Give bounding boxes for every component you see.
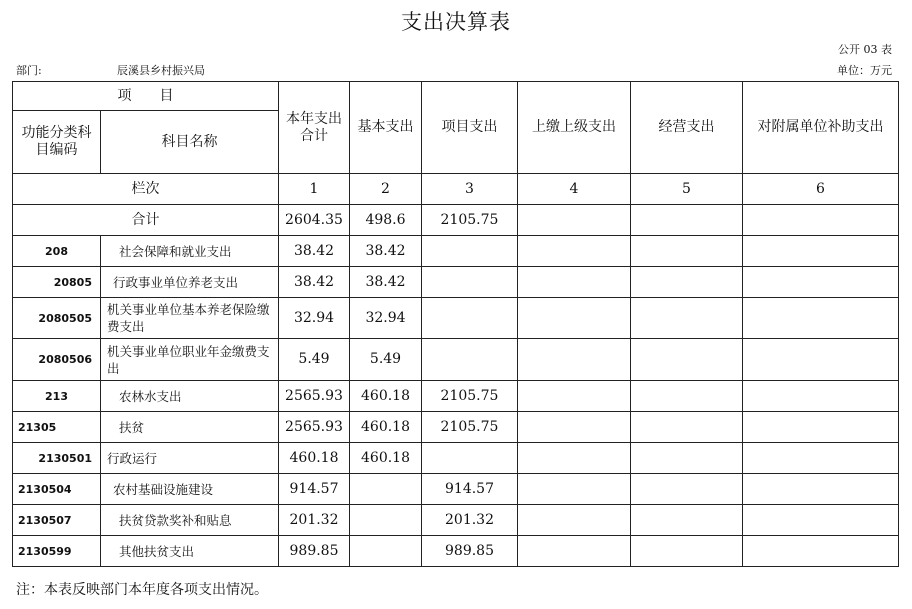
value-cell: 38.42 bbox=[279, 267, 350, 298]
value-cell: 989.85 bbox=[422, 536, 518, 567]
name-cell: 社会保障和就业支出 bbox=[101, 236, 279, 267]
value-cell bbox=[743, 536, 899, 567]
value-cell bbox=[743, 298, 899, 339]
name-cell: 机关事业单位职业年金缴费支出 bbox=[101, 339, 279, 381]
value-cell: 38.42 bbox=[279, 236, 350, 267]
value-cell: 2565.93 bbox=[279, 381, 350, 412]
form-number: 公开 03 表 bbox=[838, 43, 892, 56]
name-cell: 扶贫贷款奖补和贴息 bbox=[101, 505, 279, 536]
value-cell: 914.57 bbox=[279, 474, 350, 505]
name-cell: 其他扶贫支出 bbox=[101, 536, 279, 567]
value-cell bbox=[422, 339, 518, 381]
value-cell: 2565.93 bbox=[279, 412, 350, 443]
header-col-basic: 基本支出 bbox=[350, 82, 422, 174]
footnote: 注：本表反映部门本年度各项支出情况。 bbox=[16, 582, 268, 598]
code-cell: 2130507 bbox=[13, 505, 101, 536]
value-cell: 2105.75 bbox=[422, 205, 518, 236]
page-title: 支出决算表 bbox=[401, 10, 511, 34]
code-cell: 213 bbox=[13, 381, 101, 412]
value-cell bbox=[743, 474, 899, 505]
table-row bbox=[13, 443, 899, 474]
value-cell bbox=[518, 339, 631, 381]
name-cell: 农村基础设施建设 bbox=[101, 474, 279, 505]
value-cell: 201.32 bbox=[422, 505, 518, 536]
value-cell bbox=[518, 443, 631, 474]
value-cell: 460.18 bbox=[279, 443, 350, 474]
seq-number: 6 bbox=[743, 174, 899, 205]
code-cell: 2130501 bbox=[13, 443, 101, 474]
value-cell bbox=[518, 205, 631, 236]
value-cell bbox=[743, 205, 899, 236]
seq-number: 4 bbox=[518, 174, 631, 205]
seq-number: 5 bbox=[631, 174, 743, 205]
value-cell bbox=[422, 443, 518, 474]
value-cell bbox=[518, 298, 631, 339]
table-row bbox=[13, 536, 899, 567]
value-cell bbox=[422, 298, 518, 339]
value-cell: 201.32 bbox=[279, 505, 350, 536]
code-cell: 208 bbox=[13, 236, 101, 267]
expenditure-table bbox=[12, 81, 899, 567]
header-code: 功能分类科目编码 bbox=[13, 111, 101, 174]
seq-number: 3 bbox=[422, 174, 518, 205]
code-cell: 2080506 bbox=[13, 339, 101, 381]
value-cell bbox=[350, 474, 422, 505]
value-cell bbox=[743, 267, 899, 298]
value-cell bbox=[631, 298, 743, 339]
value-cell bbox=[743, 505, 899, 536]
department-label: 部门: bbox=[16, 64, 42, 77]
value-cell bbox=[631, 505, 743, 536]
value-cell: 914.57 bbox=[422, 474, 518, 505]
value-cell bbox=[518, 236, 631, 267]
total-label: 合计 bbox=[13, 205, 279, 236]
value-cell bbox=[631, 474, 743, 505]
name-cell: 机关事业单位基本养老保险缴费支出 bbox=[101, 298, 279, 339]
seq-number: 1 bbox=[279, 174, 350, 205]
value-cell bbox=[631, 381, 743, 412]
name-cell: 行政事业单位养老支出 bbox=[101, 267, 279, 298]
value-cell bbox=[518, 267, 631, 298]
value-cell bbox=[631, 339, 743, 381]
header-col-total: 本年支出合计 bbox=[279, 82, 350, 174]
value-cell bbox=[350, 505, 422, 536]
value-cell: 5.49 bbox=[279, 339, 350, 381]
name-cell: 扶贫 bbox=[101, 412, 279, 443]
code-cell: 21305 bbox=[13, 412, 101, 443]
value-cell: 460.18 bbox=[350, 412, 422, 443]
value-cell bbox=[631, 236, 743, 267]
header-name: 科目名称 bbox=[101, 111, 279, 174]
table-row bbox=[13, 267, 899, 298]
value-cell bbox=[518, 474, 631, 505]
value-cell bbox=[631, 267, 743, 298]
value-cell bbox=[743, 412, 899, 443]
value-cell: 2604.35 bbox=[279, 205, 350, 236]
code-cell: 2130599 bbox=[13, 536, 101, 567]
table-row bbox=[13, 298, 899, 339]
header-item: 项 目 bbox=[13, 82, 279, 111]
value-cell: 32.94 bbox=[279, 298, 350, 339]
department-name: 辰溪县乡村振兴局 bbox=[117, 64, 205, 77]
value-cell bbox=[631, 412, 743, 443]
code-cell: 20805 bbox=[13, 267, 101, 298]
table-row bbox=[13, 474, 899, 505]
value-cell bbox=[518, 412, 631, 443]
value-cell: 5.49 bbox=[350, 339, 422, 381]
value-cell: 498.6 bbox=[350, 205, 422, 236]
total-row bbox=[13, 205, 899, 236]
value-cell bbox=[743, 236, 899, 267]
value-cell: 2105.75 bbox=[422, 412, 518, 443]
value-cell bbox=[518, 381, 631, 412]
unit-label: 单位：万元 bbox=[837, 64, 892, 77]
header-col-business: 经营支出 bbox=[631, 82, 743, 174]
value-cell bbox=[422, 267, 518, 298]
seq-number: 2 bbox=[350, 174, 422, 205]
value-cell: 32.94 bbox=[350, 298, 422, 339]
value-cell: 38.42 bbox=[350, 236, 422, 267]
value-cell: 460.18 bbox=[350, 443, 422, 474]
value-cell bbox=[743, 339, 899, 381]
value-cell bbox=[743, 443, 899, 474]
value-cell: 989.85 bbox=[279, 536, 350, 567]
value-cell bbox=[518, 536, 631, 567]
table-row bbox=[13, 412, 899, 443]
code-cell: 2130504 bbox=[13, 474, 101, 505]
value-cell bbox=[422, 236, 518, 267]
table-row bbox=[13, 505, 899, 536]
value-cell bbox=[518, 505, 631, 536]
value-cell bbox=[631, 205, 743, 236]
header-col-project: 项目支出 bbox=[422, 82, 518, 174]
table-row bbox=[13, 236, 899, 267]
header-col-remit: 上缴上级支出 bbox=[518, 82, 631, 174]
value-cell bbox=[743, 381, 899, 412]
name-cell: 农林水支出 bbox=[101, 381, 279, 412]
seq-label: 栏次 bbox=[13, 174, 279, 205]
value-cell bbox=[631, 536, 743, 567]
value-cell: 2105.75 bbox=[422, 381, 518, 412]
header-col-subsidy: 对附属单位补助支出 bbox=[743, 82, 899, 174]
value-cell bbox=[350, 536, 422, 567]
code-cell: 2080505 bbox=[13, 298, 101, 339]
name-cell: 行政运行 bbox=[101, 443, 279, 474]
value-cell: 38.42 bbox=[350, 267, 422, 298]
table-row bbox=[13, 381, 899, 412]
table-row bbox=[13, 339, 899, 381]
value-cell: 460.18 bbox=[350, 381, 422, 412]
value-cell bbox=[631, 443, 743, 474]
